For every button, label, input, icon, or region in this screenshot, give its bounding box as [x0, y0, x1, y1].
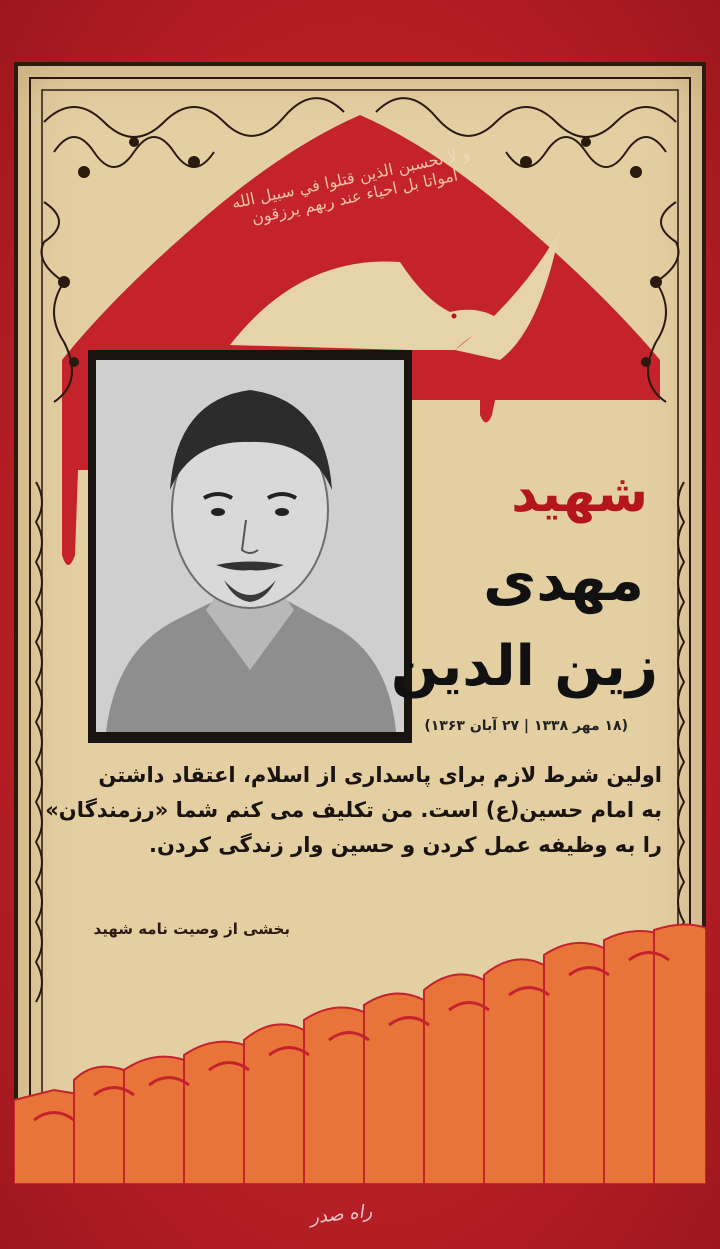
quote-line: به امام حسین(ع) است. من تکلیف می کنم شما «رزمندگان»	[45, 798, 662, 822]
quote-source: بخشی از وصیت نامه شهید	[93, 920, 290, 938]
title-shahid: شهید	[511, 464, 648, 524]
will-quote	[42, 758, 662, 863]
signature-logo: راه صدر	[309, 1200, 374, 1229]
tulips-illustration	[14, 920, 706, 1184]
martyr-last-name: زین الدین	[390, 634, 658, 699]
calligraphy-verse: و لا تحسبن الذين قتلوا في سبيل الله امواتا بل احياء عند ربهم يرزقون	[230, 143, 472, 228]
portrait-photo	[96, 360, 404, 732]
quote-line: را به وظیفه عمل کردن و حسین وار زندگی کردن.	[149, 833, 662, 857]
portrait-illustration	[96, 360, 404, 732]
martyr-first-name: مهدی	[483, 546, 644, 614]
birth-death-dates: (۱۸ مهر ۱۳۳۸ | ۲۷ آبان ۱۳۶۳)	[424, 718, 628, 734]
quote-line: اولین شرط لازم برای پاسداری از اسلام، اعتقاد داشتن	[98, 763, 662, 787]
